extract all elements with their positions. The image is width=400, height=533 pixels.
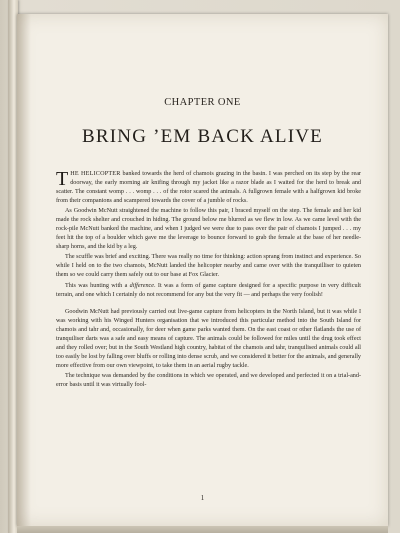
drop-cap: T xyxy=(56,168,69,190)
paragraph-1-text: banked towards the herd of chamois grazing in the basin. I was perched on its step by the rear doorway, the early morning air knifing through my jacket like a razor blade as I waited for the herd to break and scatter. The constant womp . . . womp . . . of the rotor scared the animals. A fullgrown female with a halfgrown kid broke from their companions and scampered towards the cover of a jumble of rocks. xyxy=(56,171,361,204)
paragraph-4-text-b: . It was a form of game capture designed for a specific purpose in very difficult terrain, and one which I certainly do not recommend for any but the very fit — and perhaps the very foolish! xyxy=(56,282,361,298)
surface-edge xyxy=(17,526,388,533)
chapter-number: CHAPTER ONE xyxy=(164,97,241,108)
paragraph-5: Goodwin McNutt had previously carried out live-game capture from helicopters in the North Island, but it was while I was working with his Winged Hunters organisation that we introduced this particular method into the South Island for chamois and tahr and, occasionally, for deer when game parks wanted them. On the east coast or other flatlands the use of tranquiliser darts was a safe and easy means of capture. The animals could be followed for miles until the drug took effect and they rolled over; but in the South Westland high country, habitat of the chamois and tahr, tranquilised animals could all too easily be lost by falling over bluffs or rolling into dense scrub, and we considered it better for the animals, and generally more effective from our own viewpoint, to take them in an aerial rugby tackle. xyxy=(56,309,361,369)
book-page xyxy=(17,14,388,526)
chapter-title: BRING ’EM BACK ALIVE xyxy=(82,126,323,147)
emphasis-difference: difference xyxy=(129,282,154,289)
paragraph-1 xyxy=(56,170,361,206)
paragraph-4-text-a: This was hunting with a xyxy=(65,282,130,289)
paragraph-2: As Goodwin McNutt straightened the machine to follow this pair, I braced myself on the step. The female and her kid made the rock shelter and crouched in hiding. The ground below me blurred as we flew in low. As we came level with the rock-pile McNutt banked the machine, and when I judged we were due to pass over the pair of chamois I jumped . . . my feet hit the top of a boulder which gave me the leverage to bounce forward to grab the female at the base of her needle-sharp horns, and the kid by a leg. xyxy=(56,208,361,250)
page-number: 1 xyxy=(200,494,205,502)
opening-words: HE HELICOPTER xyxy=(70,171,121,177)
paragraph-4 xyxy=(56,282,361,300)
paragraph-6: The technique was demanded by the conditions in which we operated, and we developed and perfected it on a trial-and-error basis until it was virtually fool- xyxy=(56,373,361,389)
chapter-body xyxy=(56,170,361,392)
paragraph-3: The scuffle was brief and exciting. There was really no time for thinking: action sprang from instinct and experience. So while I held on to the two chamois, McNutt landed the helicopter nearby and came over with the tranquilliser to quieten them so we could carry them safely out to our base at Fox Glacier. xyxy=(56,254,361,279)
